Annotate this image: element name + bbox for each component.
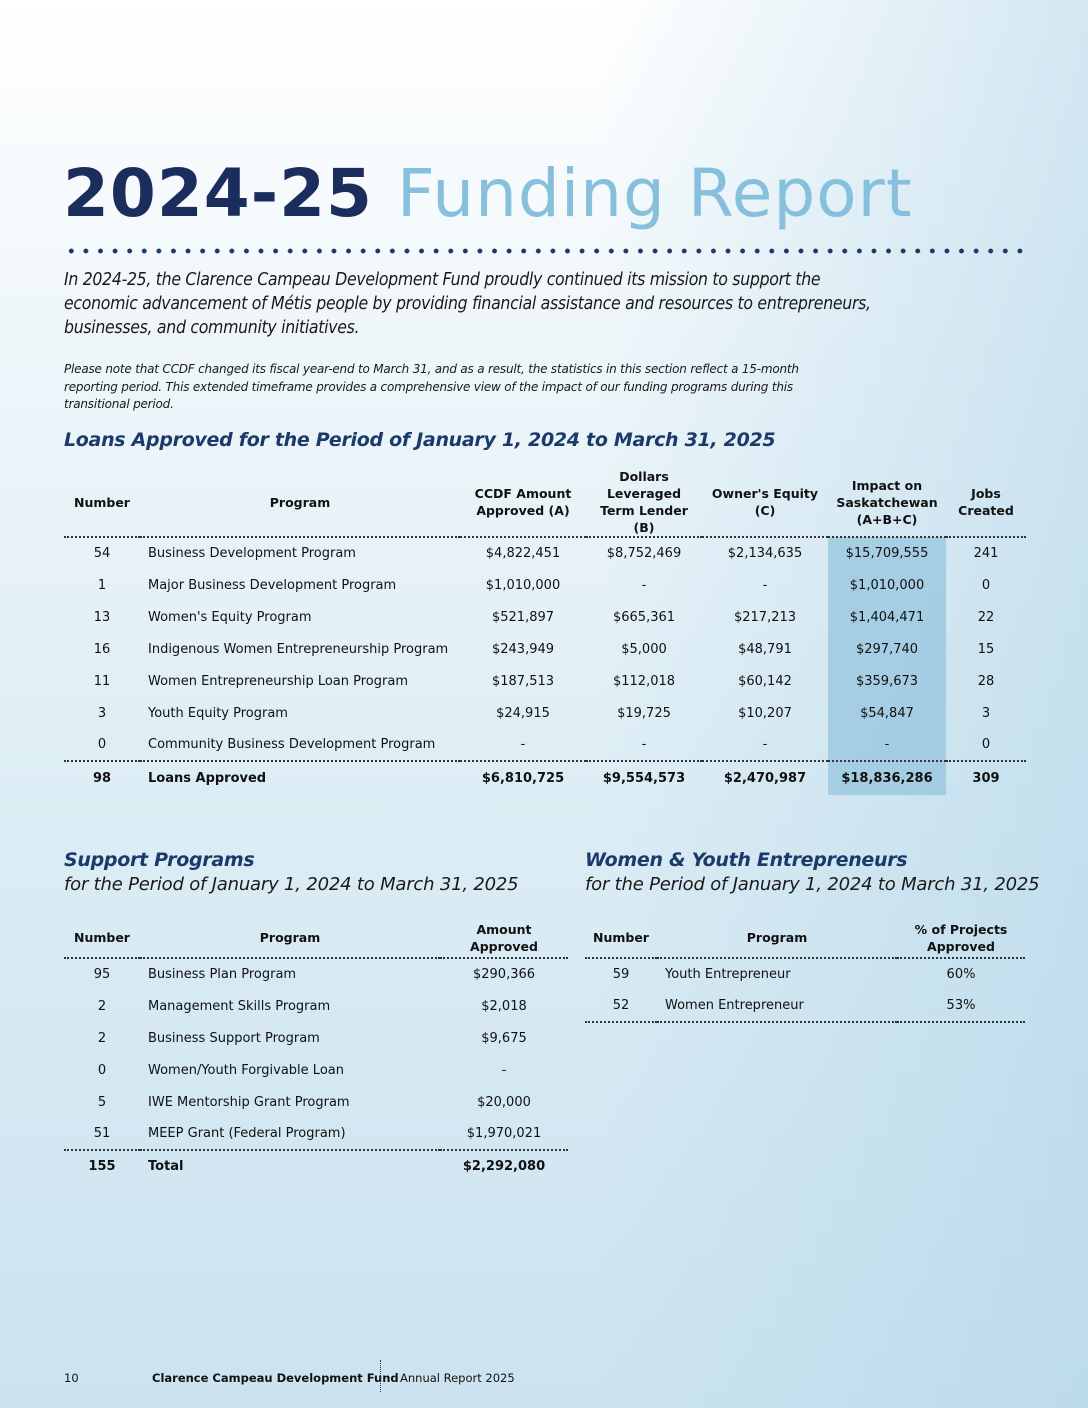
col-program: Program bbox=[657, 918, 897, 958]
ccdf-amount-cell: $4,822,451 bbox=[485, 546, 561, 561]
table-row bbox=[64, 633, 1026, 665]
amount-cell: $2,292,080 bbox=[440, 1150, 568, 1182]
table-row bbox=[64, 601, 1026, 633]
col-number: Number bbox=[64, 468, 140, 537]
leveraged-cell: - bbox=[641, 737, 647, 752]
jobs-cell: 0 bbox=[981, 737, 991, 752]
table-row bbox=[585, 958, 1025, 990]
dotted-divider bbox=[64, 248, 1026, 254]
women-youth-table bbox=[585, 918, 1025, 1023]
percent-cell: 53% bbox=[897, 990, 1025, 1022]
col-program: Program bbox=[140, 918, 440, 958]
impact-cell: $359,673 bbox=[828, 665, 946, 697]
program-cell: Youth Equity Program bbox=[148, 705, 288, 721]
col-number: Number bbox=[585, 918, 657, 958]
program-cell: MEEP Grant (Federal Program) bbox=[148, 1126, 346, 1141]
number-cell: 2 bbox=[97, 1030, 107, 1046]
loans-header-row bbox=[64, 468, 1026, 537]
loans-table bbox=[64, 468, 1026, 795]
support-heading: Support Programs bbox=[64, 849, 255, 871]
program-cell: Total bbox=[140, 1150, 440, 1182]
table-row bbox=[64, 1022, 568, 1054]
equity-cell: $2,134,635 bbox=[727, 546, 803, 561]
program-cell: Women's Equity Program bbox=[148, 609, 312, 625]
leveraged-cell: $8,752,469 bbox=[606, 546, 682, 561]
leveraged-cell: $5,000 bbox=[621, 641, 667, 657]
women-youth-subheading: for the Period of January 1, 2024 to March 31, 2025 bbox=[585, 874, 1040, 895]
equity-cell: - bbox=[762, 577, 768, 593]
ccdf-amount-cell: $187,513 bbox=[491, 673, 555, 689]
intro-paragraph: In 2024-25, the Clarence Campeau Development Fund proudly continued its mission to support the economic advancement of Métis people by providing financial assistance and resources to entrepreneurs, businesses, and community initiatives. bbox=[64, 270, 871, 338]
amount-cell: $20,000 bbox=[477, 1094, 531, 1110]
table-row bbox=[64, 729, 1026, 761]
equity-cell: $48,791 bbox=[738, 641, 792, 657]
number-cell: 1 bbox=[97, 577, 107, 593]
program-cell: Indigenous Women Entrepreneurship Program bbox=[148, 641, 449, 657]
number-cell: 155 bbox=[64, 1150, 140, 1182]
number-cell: 51 bbox=[93, 1126, 111, 1141]
page-title bbox=[63, 152, 913, 236]
number-cell: 54 bbox=[93, 546, 111, 561]
title-text: Funding Report bbox=[396, 155, 913, 232]
number-cell: 59 bbox=[612, 967, 630, 982]
women-youth-heading: Women & Youth Entrepreneurs bbox=[585, 849, 908, 871]
col-owners-equity: Owner's Equity (C) bbox=[702, 468, 828, 537]
equity-cell: $10,207 bbox=[738, 705, 792, 721]
ccdf-amount-cell: $6,810,725 bbox=[460, 761, 586, 795]
jobs-cell: 15 bbox=[977, 641, 995, 657]
number-cell: 11 bbox=[93, 673, 111, 689]
ccdf-amount-cell: $521,897 bbox=[491, 609, 555, 625]
ccdf-amount-cell: $1,010,000 bbox=[485, 577, 561, 593]
support-header-row bbox=[64, 918, 568, 958]
program-cell: IWE Mentorship Grant Program bbox=[148, 1094, 350, 1110]
program-cell: Women/Youth Forgivable Loan bbox=[148, 1062, 344, 1078]
program-cell: Loans Approved bbox=[140, 761, 460, 795]
amount-cell: $2,018 bbox=[481, 998, 527, 1014]
amount-cell: $290,366 bbox=[472, 967, 536, 982]
number-cell: 52 bbox=[585, 990, 657, 1022]
leveraged-cell: $9,554,573 bbox=[586, 761, 702, 795]
support-subheading: for the Period of January 1, 2024 to March 31, 2025 bbox=[64, 874, 519, 895]
number-cell: 2 bbox=[97, 998, 107, 1014]
impact-cell: $1,010,000 bbox=[828, 569, 946, 601]
equity-cell: $2,470,987 bbox=[702, 761, 828, 795]
table-row bbox=[64, 990, 568, 1022]
amount-cell: $1,970,021 bbox=[466, 1126, 542, 1141]
equity-cell: $60,142 bbox=[738, 673, 792, 689]
program-cell: Community Business Development Program bbox=[148, 737, 436, 752]
footer-report-title: Annual Report 2025 bbox=[400, 1371, 515, 1385]
number-cell: 0 bbox=[97, 737, 107, 752]
support-programs-table bbox=[64, 918, 568, 1182]
table-row bbox=[64, 537, 1026, 569]
number-cell: 5 bbox=[97, 1094, 107, 1110]
table-row bbox=[64, 697, 1026, 729]
number-cell: 0 bbox=[97, 1062, 107, 1078]
col-jobs: Jobs Created bbox=[946, 468, 1026, 537]
jobs-cell: 22 bbox=[977, 609, 995, 625]
col-program: Program bbox=[140, 468, 460, 537]
leveraged-cell: $19,725 bbox=[617, 705, 671, 721]
table-row bbox=[64, 1054, 568, 1086]
col-amount-approved: Amount Approved bbox=[440, 918, 568, 958]
page-number: 10 bbox=[64, 1371, 79, 1385]
leveraged-cell: $112,018 bbox=[612, 673, 676, 689]
total-row bbox=[64, 761, 1026, 795]
percent-cell: 60% bbox=[946, 967, 976, 982]
jobs-cell: 0 bbox=[981, 577, 991, 593]
number-cell: 98 bbox=[64, 761, 140, 795]
fiscal-note: Please note that CCDF changed its fiscal year-end to March 31, and as a result, the statistics in this section reflect a 15-month reporting period. This extended timeframe provides a comprehensive view of the impact of our funding programs during this transitional period. bbox=[64, 362, 799, 411]
jobs-cell: 309 bbox=[946, 761, 1026, 795]
program-cell: Youth Entrepreneur bbox=[665, 967, 791, 982]
table-row bbox=[585, 990, 1025, 1022]
impact-cell: $15,709,555 bbox=[828, 537, 946, 569]
number-cell: 3 bbox=[97, 705, 107, 721]
col-impact: Impact on Saskatchewan (A+B+C) bbox=[828, 468, 946, 537]
program-cell: Women Entrepreneur bbox=[657, 990, 897, 1022]
ccdf-amount-cell: $24,915 bbox=[496, 705, 550, 721]
amount-cell: - bbox=[501, 1062, 507, 1078]
equity-cell: $217,213 bbox=[733, 609, 797, 625]
program-cell: Business Development Program bbox=[148, 546, 356, 561]
ccdf-amount-cell: - bbox=[520, 737, 526, 752]
number-cell: 95 bbox=[93, 967, 111, 982]
table-row bbox=[64, 665, 1026, 697]
footer-separator bbox=[380, 1360, 381, 1392]
amount-cell: $9,675 bbox=[481, 1030, 527, 1046]
impact-cell: $54,847 bbox=[828, 697, 946, 729]
table-row bbox=[64, 1086, 568, 1118]
women-youth-header-row bbox=[585, 918, 1025, 958]
number-cell: 16 bbox=[93, 641, 111, 657]
table-row bbox=[64, 1118, 568, 1150]
number-cell: 13 bbox=[93, 609, 111, 625]
program-cell: Major Business Development Program bbox=[148, 577, 397, 593]
impact-cell: $297,740 bbox=[828, 633, 946, 665]
jobs-cell: 28 bbox=[977, 673, 995, 689]
total-row bbox=[64, 1150, 568, 1182]
jobs-cell: 3 bbox=[981, 705, 991, 721]
table-row bbox=[64, 958, 568, 990]
leveraged-cell: - bbox=[641, 577, 647, 593]
program-cell: Business Support Program bbox=[148, 1030, 320, 1046]
impact-cell: $18,836,286 bbox=[828, 761, 946, 795]
footer-organization: Clarence Campeau Development Fund bbox=[152, 1371, 399, 1385]
impact-cell: - bbox=[828, 729, 946, 761]
jobs-cell: 241 bbox=[973, 546, 999, 561]
title-year: 2024-25 bbox=[63, 155, 373, 232]
leveraged-cell: $665,361 bbox=[612, 609, 676, 625]
equity-cell: - bbox=[762, 737, 768, 752]
loans-heading: Loans Approved for the Period of January 1, 2024 to March 31, 2025 bbox=[64, 429, 776, 451]
page-footer bbox=[0, 1368, 1088, 1392]
col-number: Number bbox=[64, 918, 140, 958]
impact-cell: $1,404,471 bbox=[828, 601, 946, 633]
ccdf-amount-cell: $243,949 bbox=[491, 641, 555, 657]
table-row bbox=[64, 569, 1026, 601]
program-cell: Management Skills Program bbox=[148, 998, 331, 1014]
program-cell: Business Plan Program bbox=[148, 967, 297, 982]
col-dollars-leveraged: Dollars Leveraged Term Lender (B) bbox=[586, 468, 702, 537]
program-cell: Women Entrepreneurship Loan Program bbox=[148, 673, 408, 689]
col-ccdf-amount: CCDF Amount Approved (A) bbox=[460, 468, 586, 537]
col-percent-approved: % of Projects Approved bbox=[897, 918, 1025, 958]
